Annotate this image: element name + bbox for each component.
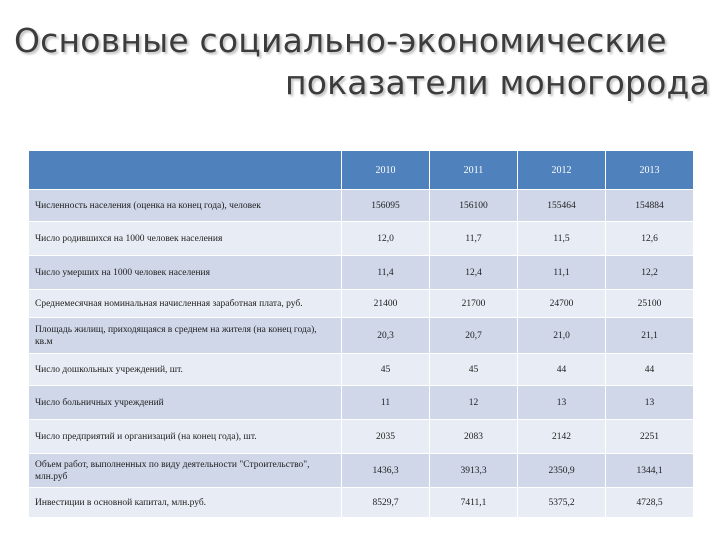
value-cell-2013: 2251	[606, 420, 694, 454]
value-cell-2012: 2350,9	[518, 454, 606, 488]
value-cell-2012: 11,1	[518, 256, 606, 290]
value-cell-2012: 21,0	[518, 318, 606, 354]
row-label: Среднемесячная номинальная начисленная заработная плата, руб.	[29, 290, 342, 318]
row-label: Инвестиции в основной капитал, млн.руб.	[29, 488, 342, 518]
value-cell-2012: 5375,2	[518, 488, 606, 518]
value-cell-2012: 13	[518, 386, 606, 420]
table-row	[29, 290, 694, 318]
table-row	[29, 454, 694, 488]
value-cell-2010: 11	[342, 386, 430, 420]
header-label-cell	[29, 151, 342, 190]
header-year-2012: 2012	[518, 151, 606, 190]
value-cell-2010: 1436,3	[342, 454, 430, 488]
header-year-2013: 2013	[606, 151, 694, 190]
row-label: Число предприятий и организаций (на конец года), шт.	[29, 420, 342, 454]
row-label: Число умерших на 1000 человек населения	[29, 256, 342, 290]
value-cell-2011: 3913,3	[430, 454, 518, 488]
value-cell-2013: 13	[606, 386, 694, 420]
row-label: Число больничных учреждений	[29, 386, 342, 420]
table-row	[29, 256, 694, 290]
value-cell-2010: 45	[342, 354, 430, 386]
table-row	[29, 488, 694, 518]
row-label: Площадь жилищ, приходящаяся в среднем на жителя (на конец года), кв.м	[29, 318, 342, 354]
row-label: Число дошкольных учреждений, шт.	[29, 354, 342, 386]
page-title-line-2: показатели моногорода	[285, 63, 710, 102]
value-cell-2012: 155464	[518, 190, 606, 222]
value-cell-2011: 11,7	[430, 222, 518, 256]
table-row	[29, 318, 694, 354]
value-cell-2012: 24700	[518, 290, 606, 318]
page-title-line-1: Основные социально-экономические	[14, 21, 667, 60]
table-header-row	[29, 151, 694, 190]
table-body	[29, 190, 694, 518]
header-year-2011: 2011	[430, 151, 518, 190]
value-cell-2011: 156100	[430, 190, 518, 222]
value-cell-2010: 20,3	[342, 318, 430, 354]
value-cell-2013: 12,6	[606, 222, 694, 256]
row-label: Число родившихся на 1000 человек населения	[29, 222, 342, 256]
value-cell-2011: 20,7	[430, 318, 518, 354]
value-cell-2012: 11,5	[518, 222, 606, 256]
value-cell-2011: 12,4	[430, 256, 518, 290]
value-cell-2010: 156095	[342, 190, 430, 222]
table-row	[29, 222, 694, 256]
row-label: Численность населения (оценка на конец года), человек	[29, 190, 342, 222]
table-row	[29, 354, 694, 386]
value-cell-2011: 12	[430, 386, 518, 420]
value-cell-2010: 12,0	[342, 222, 430, 256]
value-cell-2010: 21400	[342, 290, 430, 318]
indicators-table-container	[28, 150, 694, 512]
value-cell-2012: 44	[518, 354, 606, 386]
value-cell-2010: 8529,7	[342, 488, 430, 518]
header-year-2010: 2010	[342, 151, 430, 190]
value-cell-2011: 2083	[430, 420, 518, 454]
value-cell-2013: 1344,1	[606, 454, 694, 488]
value-cell-2011: 45	[430, 354, 518, 386]
value-cell-2011: 21700	[430, 290, 518, 318]
row-label: Объем работ, выполненных по виду деятельности "Строительство", млн.руб	[29, 454, 342, 488]
table-row	[29, 190, 694, 222]
value-cell-2011: 7411,1	[430, 488, 518, 518]
value-cell-2013: 154884	[606, 190, 694, 222]
table-row	[29, 420, 694, 454]
table-row	[29, 386, 694, 420]
value-cell-2010: 11,4	[342, 256, 430, 290]
value-cell-2013: 12,2	[606, 256, 694, 290]
value-cell-2013: 44	[606, 354, 694, 386]
page-title	[14, 20, 714, 104]
value-cell-2013: 25100	[606, 290, 694, 318]
value-cell-2013: 4728,5	[606, 488, 694, 518]
value-cell-2010: 2035	[342, 420, 430, 454]
value-cell-2013: 21,1	[606, 318, 694, 354]
indicators-table	[28, 150, 694, 518]
value-cell-2012: 2142	[518, 420, 606, 454]
